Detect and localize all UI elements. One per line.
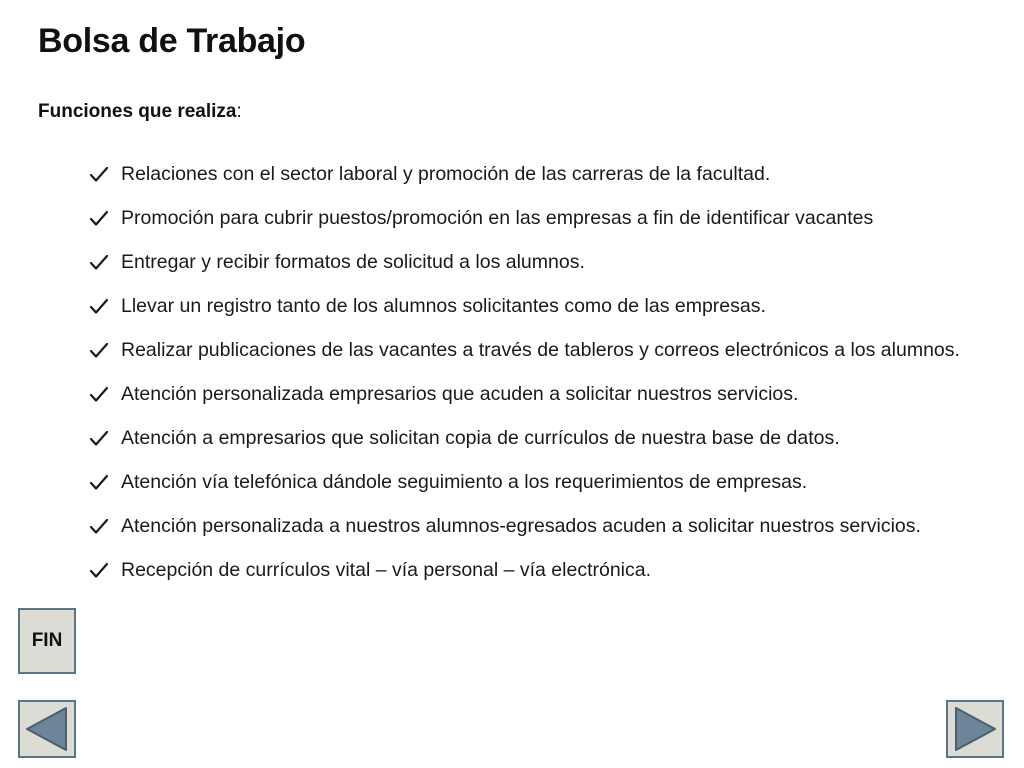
list-item [88,204,998,233]
checkmark-icon [88,468,110,497]
checkmark-icon [88,336,110,365]
checkmark-icon [88,380,110,409]
list-item [88,160,998,189]
list-item [88,292,998,321]
list-item [88,336,998,365]
subtitle-bold: Funciones que realiza [38,101,237,122]
slide-subtitle [38,101,242,123]
subtitle-suffix: : [236,101,242,122]
list-item [88,248,998,277]
checkmark-icon [88,424,110,453]
list-item-text: Atención personalizada a nuestros alumnos-egresados acuden a solicitar nuestros servicios. [121,515,921,537]
checkmark-icon [88,204,110,233]
list-item-text: Atención vía telefónica dándole seguimiento a los requerimientos de empresas. [121,471,808,493]
list-item-text: Recepción de currículos vital – vía personal – vía electrónica. [121,559,652,581]
slide-title: Bolsa de Trabajo [38,22,306,60]
previous-slide-button[interactable] [18,700,76,758]
triangle-right-icon [946,700,1004,758]
fin-button[interactable]: FIN [18,608,76,674]
list-item-text: Atención a empresarios que solicitan copia de currículos de nuestra base de datos. [121,427,840,449]
list-item [88,512,998,541]
list-item [88,556,998,585]
next-slide-button[interactable] [946,700,1004,758]
list-item-text: Realizar publicaciones de las vacantes a través de tableros y correos electrónicos a los alumnos. [121,339,960,361]
checkmark-icon [88,160,110,189]
list-item-text: Relaciones con el sector laboral y promoción de las carreras de la facultad. [121,163,771,185]
list-item [88,424,998,453]
list-item-text: Atención personalizada empresarios que acuden a solicitar nuestros servicios. [121,383,799,405]
list-item-text: Entregar y recibir formatos de solicitud a los alumnos. [121,251,585,273]
checkmark-icon [88,248,110,277]
list-item [88,468,998,497]
list-item [88,380,998,409]
checkmark-icon [88,512,110,541]
checkmark-icon [88,292,110,321]
triangle-left-icon [18,700,76,758]
list-item-text: Promoción para cubrir puestos/promoción en las empresas a fin de identificar vacantes [121,207,874,229]
functions-list [88,160,998,600]
checkmark-icon [88,556,110,585]
list-item-text: Llevar un registro tanto de los alumnos solicitantes como de las empresas. [121,295,766,317]
